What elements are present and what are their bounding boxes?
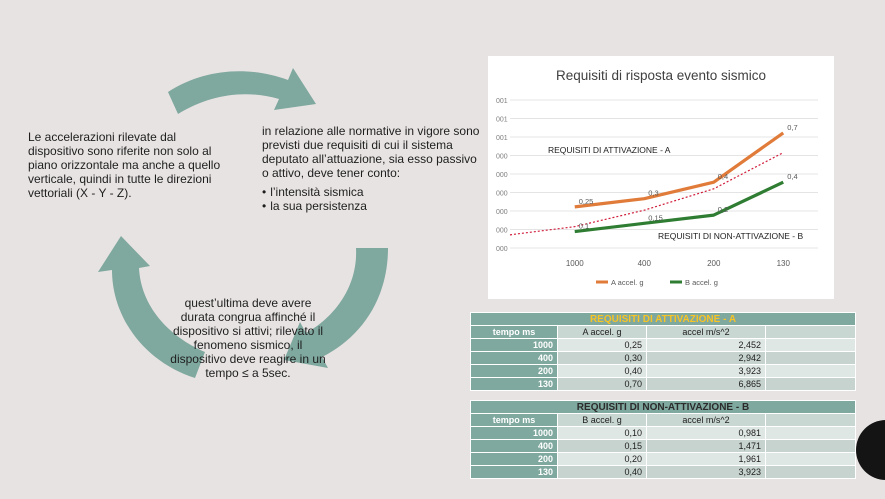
list-item: • l’intensità sismica — [262, 185, 364, 199]
table-row: 130 0,40 3,923 — [471, 466, 856, 479]
table-b-header-accel-g: B accel. g — [558, 414, 647, 427]
chart-legend — [596, 278, 718, 287]
line-chart — [488, 56, 834, 299]
table-row: 400 0,15 1,471 — [471, 440, 856, 453]
data-label: 0,4 — [787, 172, 798, 182]
chart-panel — [488, 56, 834, 299]
chart-title: Requisiti di risposta evento sismico — [555, 68, 767, 83]
x-tick-label: 1000 — [565, 259, 584, 268]
y-tick-label: 001 — [496, 98, 508, 105]
table-b-header-accel-ms2: accel m/s^2 — [647, 414, 766, 427]
right-description-intro: in relazione alle normative in vigore sono previsti due requisiti di cui il sistema deputato all’attuazione, sia esso passivo o attivo, deve tener conto: — [262, 124, 480, 180]
y-tick-label: 000 — [496, 227, 508, 235]
bullet-icon: • — [262, 199, 267, 213]
decorative-circle — [856, 420, 885, 480]
table-row: 1000 0,25 2,452 — [471, 339, 856, 352]
y-tick-label: 000 — [496, 172, 508, 179]
table-a-header-accel-ms2: accel m/s^2 — [647, 326, 766, 339]
y-tick-label: 000 — [496, 209, 508, 216]
table-row: 400 0,30 2,942 — [471, 352, 856, 365]
bottom-description: quest’ultima deve avere durata congrua affinché il dispositivo si attivi; rilevato il fenomeno sismico, il dispositivo deve reagire in un tempo ≤ a 5sec. — [170, 296, 326, 380]
annotation-activation-a: REQUISITI DI ATTIVAZIONE - A — [548, 145, 671, 155]
y-tick-label: 000 — [496, 153, 508, 161]
y-tick-label: 000 — [496, 246, 508, 253]
cycle-arrow-top — [168, 68, 316, 114]
table-a-header-time: tempo ms — [471, 326, 558, 339]
annotation-non-activation-b: REQUISITI DI NON-ATTIVAZIONE - B — [658, 231, 804, 241]
y-tick-label: 000 — [496, 190, 508, 198]
data-label: 0,2 — [717, 205, 729, 215]
legend-label-a: A accel. g — [611, 278, 644, 287]
left-description: Le accelerazioni rilevate dal dispositivo sono riferite non solo al piano orizzontale ma anche a quello verticale, quindi in tutte le direzioni vettoriali (X - Y - Z). — [28, 130, 221, 200]
table-b-header-empty — [766, 414, 856, 427]
list-item: • la sua persistenza — [262, 199, 367, 213]
right-description — [262, 124, 482, 213]
data-label: 0,1 — [578, 221, 590, 231]
bullet-icon: • — [262, 185, 267, 199]
table-a-header-accel-g: A accel. g — [558, 326, 647, 339]
x-tick-label: 200 — [707, 259, 721, 268]
data-label: 0,3 — [648, 188, 659, 198]
data-label: 0,4 — [717, 172, 729, 182]
legend-label-b: B accel. g — [685, 278, 718, 287]
table-row: 200 0,40 3,923 — [471, 365, 856, 378]
table-activation-a — [470, 312, 856, 391]
table-a-header-empty — [766, 326, 856, 339]
table-non-activation-b — [470, 400, 856, 479]
table-row: 200 0,20 1,961 — [471, 453, 856, 466]
x-tick-label: 130 — [776, 259, 790, 268]
data-label: 0,25 — [578, 196, 594, 206]
table-b-title: REQUISITI DI NON-ATTIVAZIONE - B — [471, 401, 856, 414]
data-label: 0,7 — [787, 122, 798, 132]
table-row: 1000 0,10 0,981 — [471, 427, 856, 440]
table-row: 130 0,70 6,865 — [471, 378, 856, 391]
table-a-title: REQUISITI DI ATTIVAZIONE - A — [471, 313, 856, 326]
y-tick-label: 001 — [496, 135, 508, 142]
y-tick-label: 001 — [496, 116, 508, 124]
table-b-header-time: tempo ms — [471, 414, 558, 427]
data-label: 0,15 — [648, 213, 663, 223]
requirements-list — [262, 185, 482, 213]
x-tick-label: 400 — [637, 259, 651, 268]
